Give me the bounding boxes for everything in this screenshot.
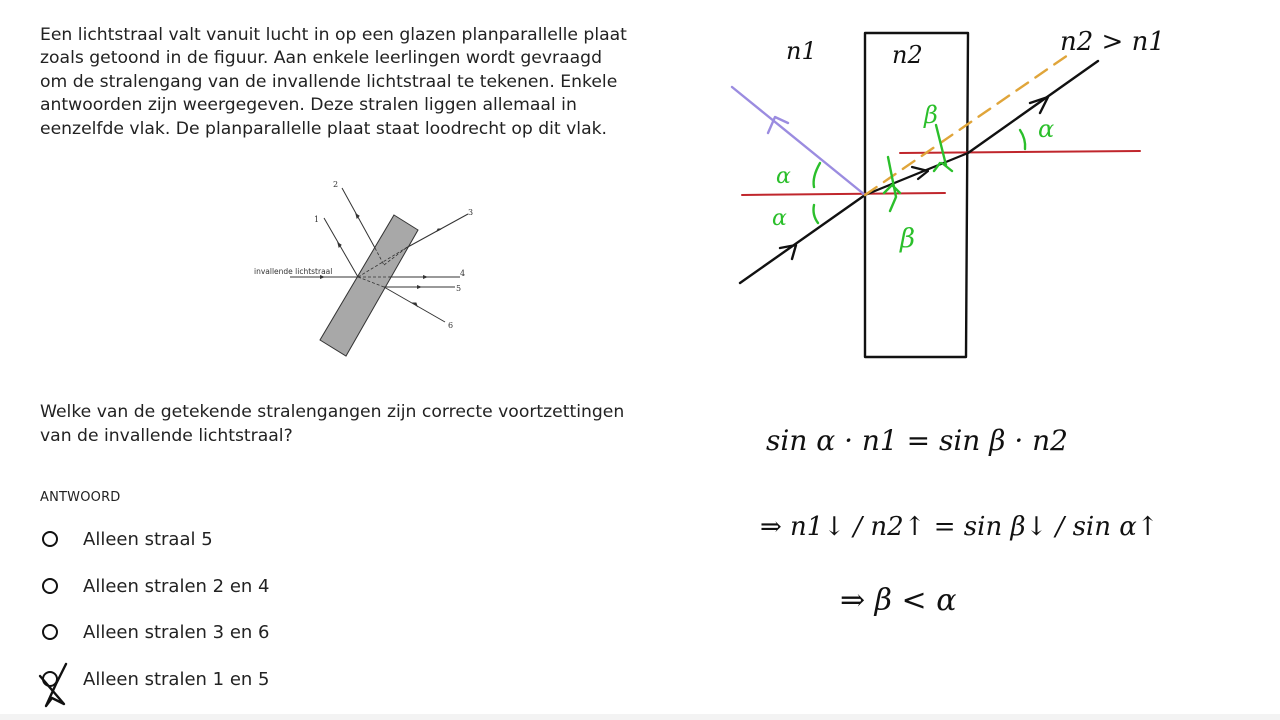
- prompt-line: van de invallende lichtstraal?: [40, 426, 293, 446]
- incident-ray-label: invallende lichtstraal: [254, 267, 333, 276]
- index-relation: n2 > n1: [1060, 27, 1165, 57]
- answer-option-1[interactable]: [40, 526, 270, 573]
- question-text: [40, 24, 700, 141]
- handwritten-annotations: [720, 15, 1280, 655]
- ray-label-5: 5: [456, 284, 462, 293]
- ray-label-6: 6: [448, 321, 454, 330]
- option-label: Alleen stralen 2 en 4: [83, 575, 270, 597]
- conclusion: ⇒ β < α: [840, 583, 957, 618]
- ratio-equation: ⇒ n1↓ / n2↑ = sin β↓ / sin α↑: [760, 512, 1159, 542]
- question-line: Een lichtstraal valt vanuit lucht in op een glazen planparallelle plaat: [40, 25, 627, 45]
- option-label: Alleen stralen 1 en 5: [83, 669, 270, 691]
- answer-options: [40, 526, 270, 713]
- prompt-line: Welke van de getekende stralengangen zijn correcte voortzettingen: [40, 402, 625, 422]
- beta-label-upper: β: [924, 101, 938, 129]
- radio-button[interactable]: [42, 531, 58, 547]
- bottom-strip: [0, 714, 1280, 720]
- option-label: Alleen straal 5: [83, 529, 213, 550]
- ray-diagram-figure: [250, 170, 490, 365]
- radio-button[interactable]: [42, 671, 58, 687]
- ray-label-3: 3: [468, 208, 474, 217]
- medium-2-label: n2: [892, 41, 923, 69]
- answer-option-2[interactable]: [40, 573, 270, 620]
- question-line: antwoorden zijn weergegeven. Deze stralen liggen allemaal in: [40, 95, 577, 116]
- snell-equation: sin α · n1 = sin β · n2: [766, 424, 1068, 457]
- beta-label-lower: β: [900, 224, 916, 254]
- medium-1-label: n1: [786, 37, 817, 65]
- answer-heading: ANTWOORD: [40, 490, 121, 505]
- answer-option-4[interactable]: [40, 666, 270, 713]
- question-line: zoals getoond in de figuur. Aan enkele leerlingen wordt gevraagd: [40, 48, 602, 69]
- slab-outline: [865, 33, 968, 357]
- question-prompt: [40, 400, 700, 448]
- alpha-label-reflect: α: [776, 164, 791, 189]
- alpha-label-incident: α: [772, 206, 787, 231]
- ray-label-1: 1: [314, 215, 320, 224]
- answer-option-3[interactable]: [40, 619, 270, 666]
- question-line: eenzelfde vlak. De planparallelle plaat staat loodrecht op dit vlak.: [40, 118, 608, 139]
- option-label: Alleen stralen 3 en 6: [83, 622, 270, 644]
- ray-label-4: 4: [460, 269, 466, 278]
- radio-button[interactable]: [42, 624, 58, 640]
- ray-label-2: 2: [333, 180, 339, 189]
- radio-button[interactable]: [42, 578, 58, 594]
- alpha-label-exit: α: [1038, 115, 1055, 143]
- question-line: om de stralengang van de invallende lichtstraal te tekenen. Enkele: [40, 71, 618, 92]
